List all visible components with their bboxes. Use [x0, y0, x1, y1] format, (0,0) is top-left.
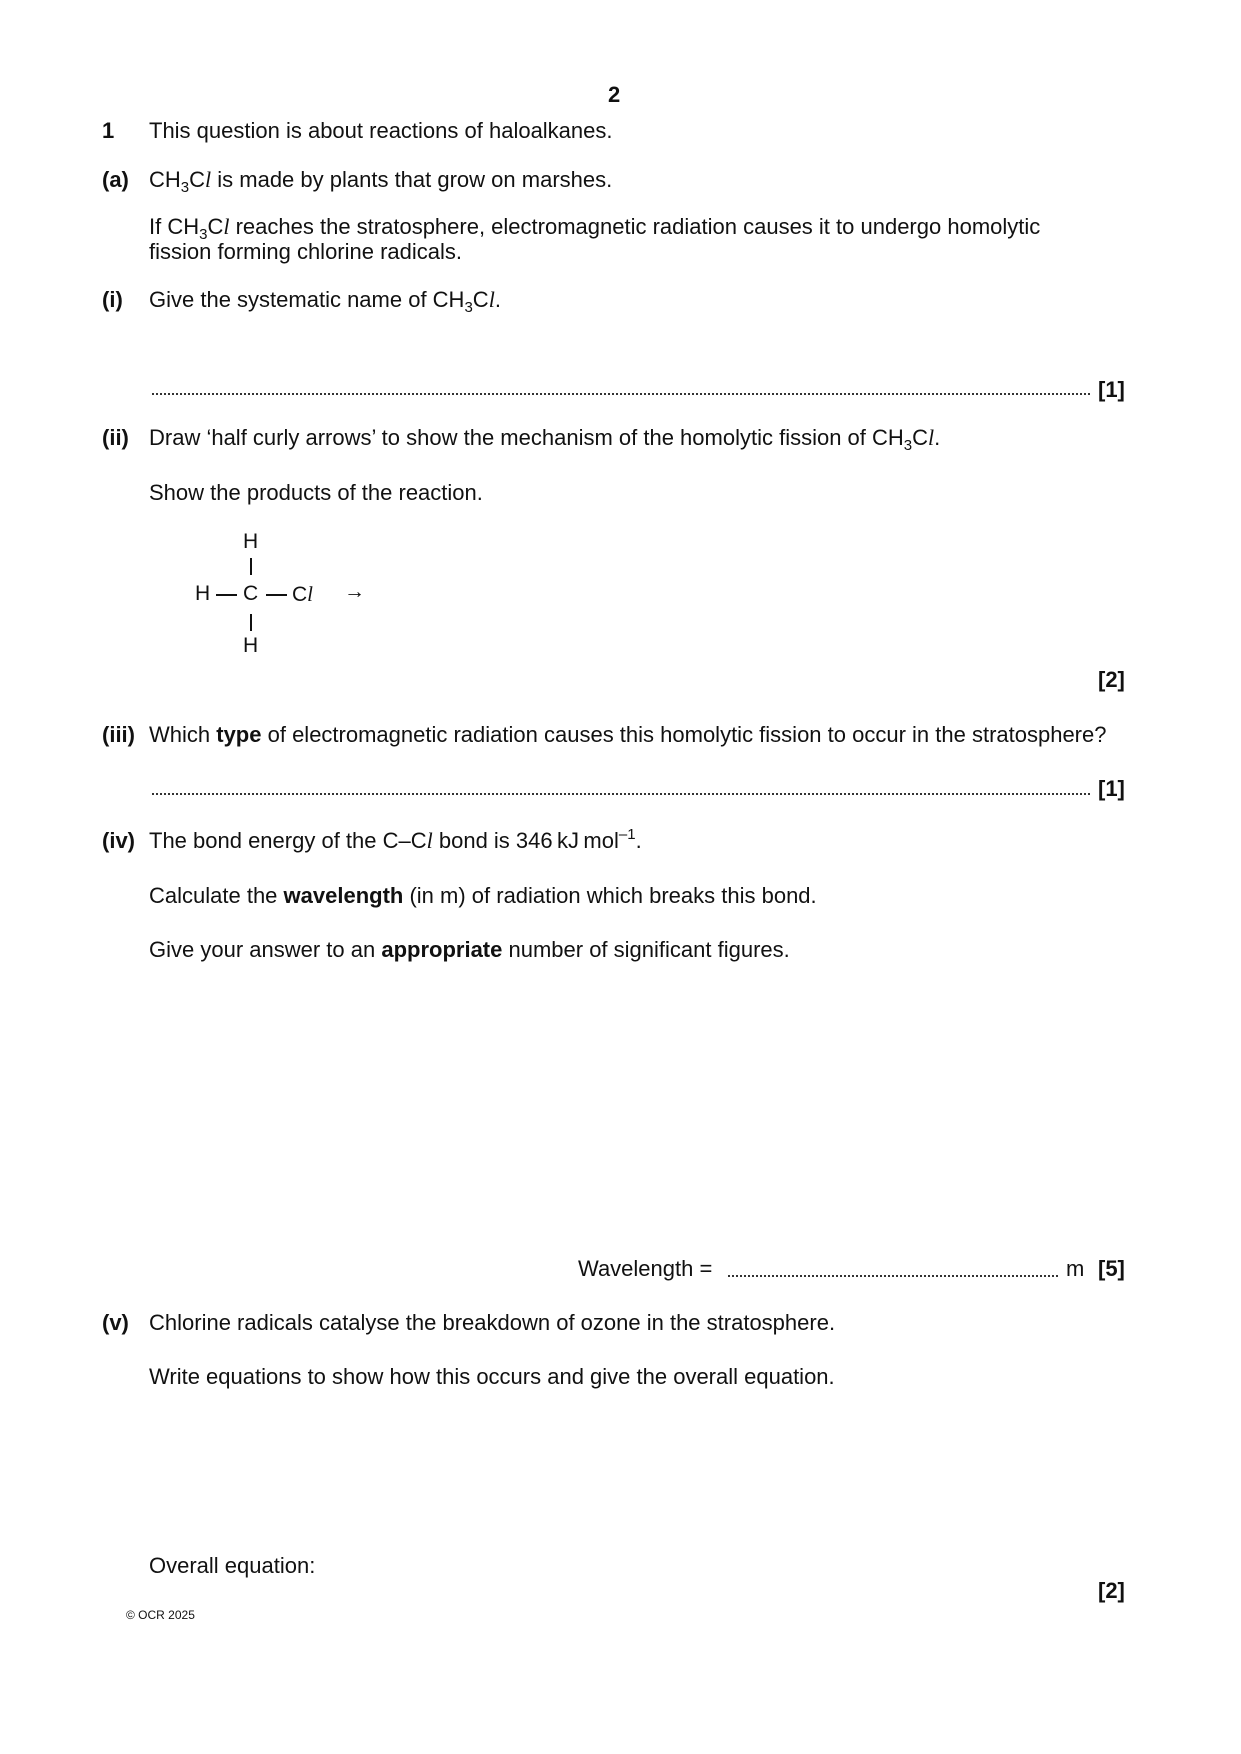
- wavelength-answer-line[interactable]: [728, 1275, 1058, 1277]
- part-iv-question: The bond energy of the C–Cl bond is 346 kJ mol$^{-1}$.: [149, 826, 642, 853]
- part-ii-label: (ii): [102, 425, 129, 450]
- part-iv-line2: Calculate the wavelength (in m) of radiation which breaks this bond.: [149, 883, 817, 908]
- reaction-arrow: →: [344, 580, 365, 603]
- mark-i: [1]: [1098, 377, 1125, 402]
- part-v-line2: Write equations to show how this occurs and give the overall equation.: [149, 1364, 835, 1389]
- part-a-label: (a): [102, 167, 129, 192]
- answer-line-i[interactable]: [152, 393, 1090, 395]
- part-v-question: Chlorine radicals catalyse the breakdown of ozone in the stratosphere.: [149, 1310, 836, 1335]
- mark-v: [2]: [1098, 1578, 1125, 1603]
- part-a-line2: If $CH_3Cl$ reaches the stratosphere, electromagnetic radiation causes it to undergo homolytic: [149, 214, 1041, 243]
- h-left-atom: H: [195, 582, 211, 605]
- wavelength-unit: m: [1066, 1256, 1085, 1281]
- part-iv-line3: Give your answer to an appropriate number of significant figures.: [149, 937, 790, 962]
- mark-ii: [2]: [1098, 667, 1125, 692]
- bond-c-h-bottom: [250, 614, 252, 631]
- question-stem: This question is about reactions of haloalkanes.: [149, 118, 613, 143]
- wavelength-label: Wavelength =: [578, 1256, 713, 1281]
- bond-c-h-top: [250, 558, 252, 575]
- part-a-line1: $CH_3Cl$ is made by plants that grow on marshes.: [149, 167, 613, 196]
- part-a-line3: fission forming chlorine radicals.: [149, 239, 463, 264]
- h-top-atom: H: [243, 530, 259, 553]
- page-number: 2: [608, 82, 621, 107]
- bond-c-cl: [266, 594, 287, 596]
- part-i-question: Give the systematic name of $CH_3Cl$.: [149, 287, 501, 316]
- part-iii-label: (iii): [102, 722, 135, 747]
- overall-equation-label: Overall equation:: [149, 1553, 316, 1578]
- h-bottom-atom: H: [243, 634, 259, 657]
- chlorine-atom: Cl: [292, 582, 314, 606]
- mark-iv: [5]: [1098, 1256, 1125, 1281]
- part-ii-question: Draw ‘half curly arrows’ to show the mechanism of the homolytic fission of $CH_3Cl$.: [149, 425, 941, 454]
- carbon-atom: C: [243, 582, 259, 605]
- mark-iii: [1]: [1098, 776, 1125, 801]
- part-iii-question: Which type of electromagnetic radiation causes this homolytic fission to occur in the stratosphere?: [149, 722, 1107, 747]
- part-i-label: (i): [102, 287, 123, 312]
- part-ii-line2: Show the products of the reaction.: [149, 480, 483, 505]
- chloromethane-structure[interactable]: [190, 530, 390, 660]
- bond-c-h-left: [216, 594, 237, 596]
- copyright: © OCR 2025: [126, 1608, 195, 1622]
- part-v-label: (v): [102, 1310, 129, 1335]
- answer-line-iii[interactable]: [152, 793, 1090, 795]
- question-number: 1: [102, 118, 115, 143]
- part-iv-label: (iv): [102, 828, 135, 853]
